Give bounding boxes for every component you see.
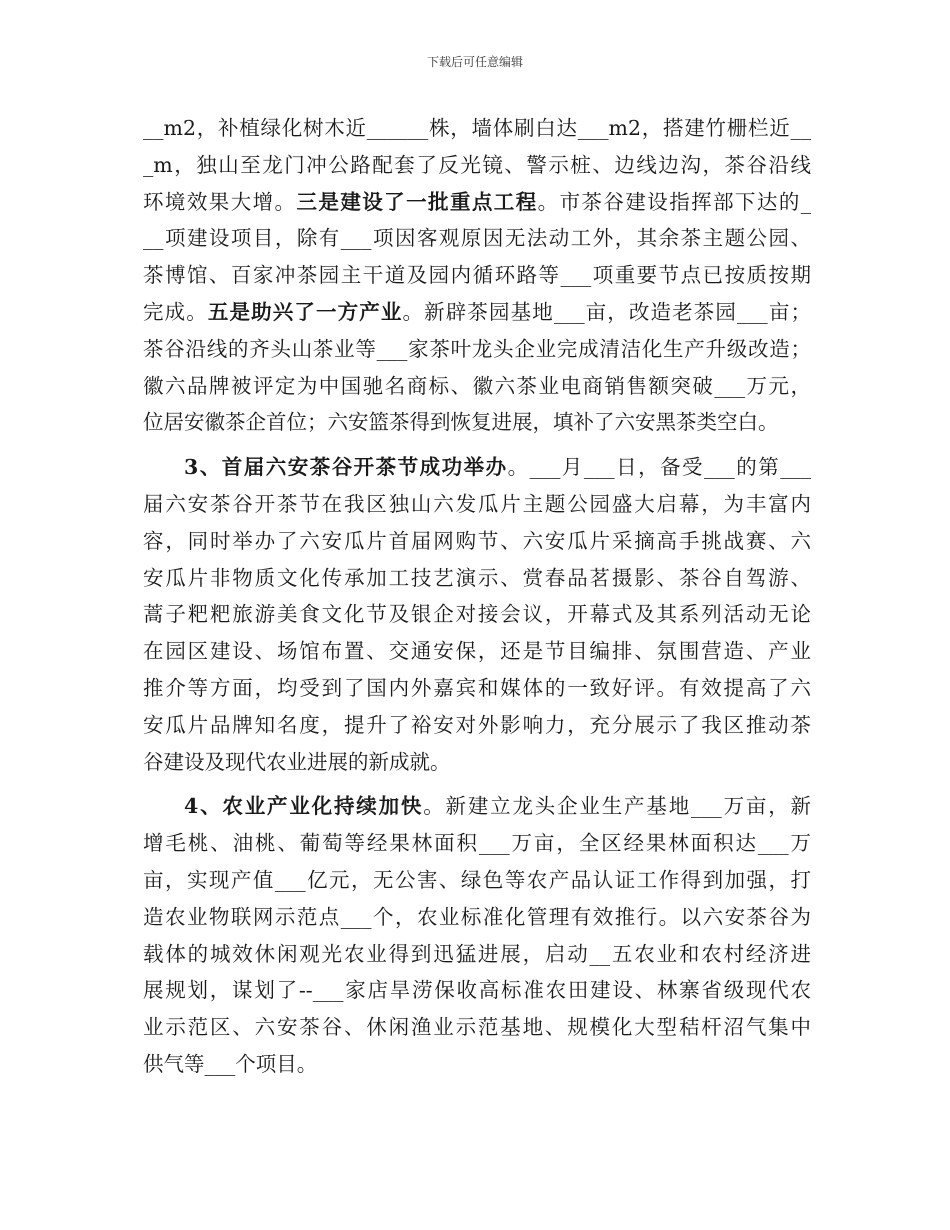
text-run: 位居安徽茶企首位；六安篮茶得到恢复进展，填补了六安黑茶类空白。 <box>143 410 779 435</box>
text-run: 环境效果大增。 <box>143 189 297 214</box>
text-run: __m2，补植绿化树木近______株，墙体刷白达___m2，搭建竹栅栏近__ <box>143 116 811 140</box>
text-run: 安瓜片非物质文化传承加工技艺演示、赏春品茗摄影、茶谷自驾游、 <box>143 565 811 590</box>
text-run: 茶谷沿线的齐头山茶业等___家茶叶龙头企业完成清洁化生产升级改造； <box>143 336 811 361</box>
text-run: 安瓜片品牌知名度，提升了裕安对外影响力，充分展示了我区推动茶 <box>143 712 811 737</box>
text-run: 供气等___个项目。 <box>143 1051 318 1076</box>
text-line <box>143 633 811 670</box>
text-line <box>143 972 811 1009</box>
paragraph-spacer <box>143 780 811 788</box>
text-line <box>143 331 811 368</box>
text-line <box>143 404 811 441</box>
text-line <box>143 899 811 936</box>
text-line <box>143 707 811 744</box>
section-heading: 4、农业产业化持续加快 <box>184 794 424 819</box>
text-line <box>143 110 811 147</box>
document-body <box>143 110 811 1083</box>
text-line <box>143 825 811 862</box>
text-run: 增毛桃、油桃、葡萄等经果林面积___万亩，全区经果林面积达___万 <box>143 831 811 856</box>
text-run: 完成。 <box>143 299 208 324</box>
bold-heading: 五是助兴了一方产业 <box>207 299 403 324</box>
text-line <box>143 184 811 221</box>
text-run: 载体的城效休闲观光农业得到迅猛进展，启动__五农业和农村经济进 <box>143 941 811 966</box>
text-line <box>143 862 811 899</box>
text-line <box>143 523 811 560</box>
text-line <box>143 670 811 707</box>
text-run: 在园区建设、场馆布置、交通安保，还是节目编排、氛围营造、产业 <box>143 639 811 664</box>
text-run: 。___月___日，备受___的第___ <box>507 455 811 480</box>
text-run: 造农业物联网示范点___个，农业标准化管理有效推行。以六安茶谷为 <box>143 904 811 929</box>
text-run: 。新建立龙头企业生产基地___万亩，新 <box>423 794 811 819</box>
text-run: 。新辟茶园基地___亩，改造老茶园___亩； <box>402 299 811 324</box>
text-line <box>143 368 811 405</box>
text-run: 谷建设及现代农业进展的新成就。 <box>143 749 451 774</box>
text-line <box>143 220 811 257</box>
text-line <box>143 744 811 781</box>
text-line <box>143 560 811 597</box>
text-line <box>143 596 811 633</box>
text-line <box>143 294 811 331</box>
text-run: 。市茶谷建设指挥部下达的_ <box>537 189 811 214</box>
page-header: 下载后可任意编辑 <box>426 55 523 69</box>
text-line <box>143 449 811 486</box>
paragraph-1 <box>143 110 811 441</box>
text-run: 容，同时举办了六安瓜片首届网购节、六安瓜片采摘高手挑战赛、六 <box>143 528 811 553</box>
text-run: __项建设项目，除有___项因客观原因无法动工外，其余茶主题公园、 <box>143 226 811 251</box>
text-line <box>143 788 811 825</box>
text-run: 业示范区、六安茶谷、休闲渔业示范基地、规模化大型秸杆沼气集中 <box>143 1015 811 1040</box>
text-run: 徽六品牌被评定为中国驰名商标、徽六茶业电商销售额突破___万元， <box>143 373 811 398</box>
text-line <box>143 1009 811 1046</box>
text-line <box>143 486 811 523</box>
text-run: 亩，实现产值___亿元，无公害、绿色等农产品认证工作得到加强，打 <box>143 867 811 892</box>
text-line <box>143 147 811 184</box>
text-line <box>143 1046 811 1083</box>
text-line <box>143 257 811 294</box>
text-run: 届六安茶谷开茶节在我区独山六发瓜片主题公园盛大启幕，为丰富内 <box>143 491 811 516</box>
text-run: 茶博馆、百家冲茶园主干道及园内循环路等___项重要节点已按质按期 <box>143 263 811 288</box>
bold-heading: 三是建设了一批重点工程 <box>296 189 538 214</box>
text-run: _m，独山至龙门冲公路配套了反光镜、警示桩、边线边沟，茶谷沿线 <box>143 152 811 177</box>
text-run: 推介等方面，均受到了国内外嘉宾和媒体的一致好评。有效提高了六 <box>143 675 811 700</box>
section-heading: 3、首届六安茶谷开茶节成功举办 <box>184 455 508 480</box>
text-line <box>143 936 811 973</box>
paragraph-3 <box>143 788 811 1082</box>
paragraph-2 <box>143 449 811 780</box>
paragraph-spacer <box>143 441 811 449</box>
text-run: 蒿子粑粑旅游美食文化节及银企对接会议，开幕式及其系列活动无论 <box>143 602 811 627</box>
text-run: 展规划，谋划了--___家店旱涝保收高标准农田建设、林寨省级现代农 <box>143 978 811 1003</box>
